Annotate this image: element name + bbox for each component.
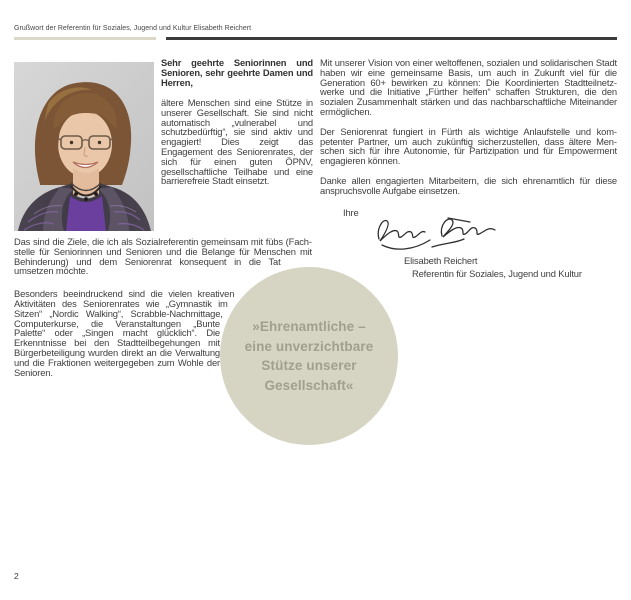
paragraph-aktivitaeten: Besonders beeindruckend sind die vielen kreativen Aktivitäten des Seniorenrates wie „Gymnastik im Sitzen“ „Nordic Walking“, Scrabble-Nachmittage, Computerkurse, die Veranstaltungen „Bunte Palette“ oder „Singen macht glücklich“. Die Erkenntnisse bei den Stadtteilbegehungen mit Bürgerbeteiligung wurden direkt an die Verwaltung und die Fraktionen weitergegeben zum Wohle der Senioren. (14, 288, 235, 378)
quote-line-3: Stütze unserer (261, 358, 357, 373)
header-rule-dark (166, 37, 617, 40)
quote-line-1: »Ehrenamtliche – (252, 319, 366, 334)
closing-word: Ihre (343, 206, 359, 218)
page-title: Grußwort der Referentin für Soziales, Jugend und Kultur Elisabeth Reichert (14, 25, 252, 32)
paragraph-vision: Mit unserer Vision von einer weltoffenen, sozialen und solidarischen Stadt haben wir eine gemeinsame Basis, um auch in Zukunft viel für die Generation 60+ bewirken zu können: Die Koordinierten Stadtteilnetzwerke und die Initiative „Fürther helfen“ schaffen Strukturen, die den sozialen Zusammenhalt stärken und das nachbarschaftliche Miteinander ermöglichen. (320, 57, 617, 117)
signature (372, 213, 617, 255)
portrait-photo (14, 62, 154, 231)
signatory-name: Elisabeth Reichert (404, 255, 478, 267)
paragraph-seniorenrat: Der Seniorenrat fungiert in Fürth als wichtige Anlaufstelle und kompetenter Partner, um auch zukünftig sicherzustellen, dass ältere Menschen sich für ihre Autonomie, für Partizipation und für Empowerment engagieren können. (320, 125, 617, 167)
paragraph-ziele: Das sind die Ziele, die ich als Sozialreferentin gemeinsam mit fübs (Fachstelle für Seniorinnen und Senioren und die Belange für Menschen mit Behinderung) und dem Seniorenrat konsequent in die Tat umsetzen möchte. (14, 236, 312, 277)
intro-paragraph: ältere Menschen sind eine Stütze in unserer Gesellschaft. Sie sind nicht automatisch „vulnerabel und schutzbedürftig“, sie sind aktiv und engagiert! Dies zeigt das Engagement des Seniorenrates, der sich für einen guten ÖPNV, gesellschaftliche Teilhabe und eine barrierefreie Stadt einsetzt. (161, 97, 313, 187)
quote-line-4: Gesellschaft« (264, 377, 354, 393)
page-number: 2 (14, 571, 19, 581)
intro-column (161, 58, 313, 186)
signature-image (372, 213, 500, 255)
salutation: Sehr geehrte Seniorinnen und Senioren, sehr geehrte Damen und Herren, (161, 57, 313, 88)
quote-line-2: eine unverzichtbare (244, 338, 374, 354)
quote-badge (220, 267, 398, 445)
paragraph-danke: Danke allen engagierten Mitarbeitern, die sich ehrenamtlich für diese anspruchsvolle Aufgabe einsetzen. (320, 174, 617, 196)
header-rule-beige (14, 37, 156, 40)
signatory-role: Referentin für Soziales, Jugend und Kultur (412, 268, 582, 280)
portrait-image (14, 62, 154, 231)
main-column (320, 58, 617, 280)
